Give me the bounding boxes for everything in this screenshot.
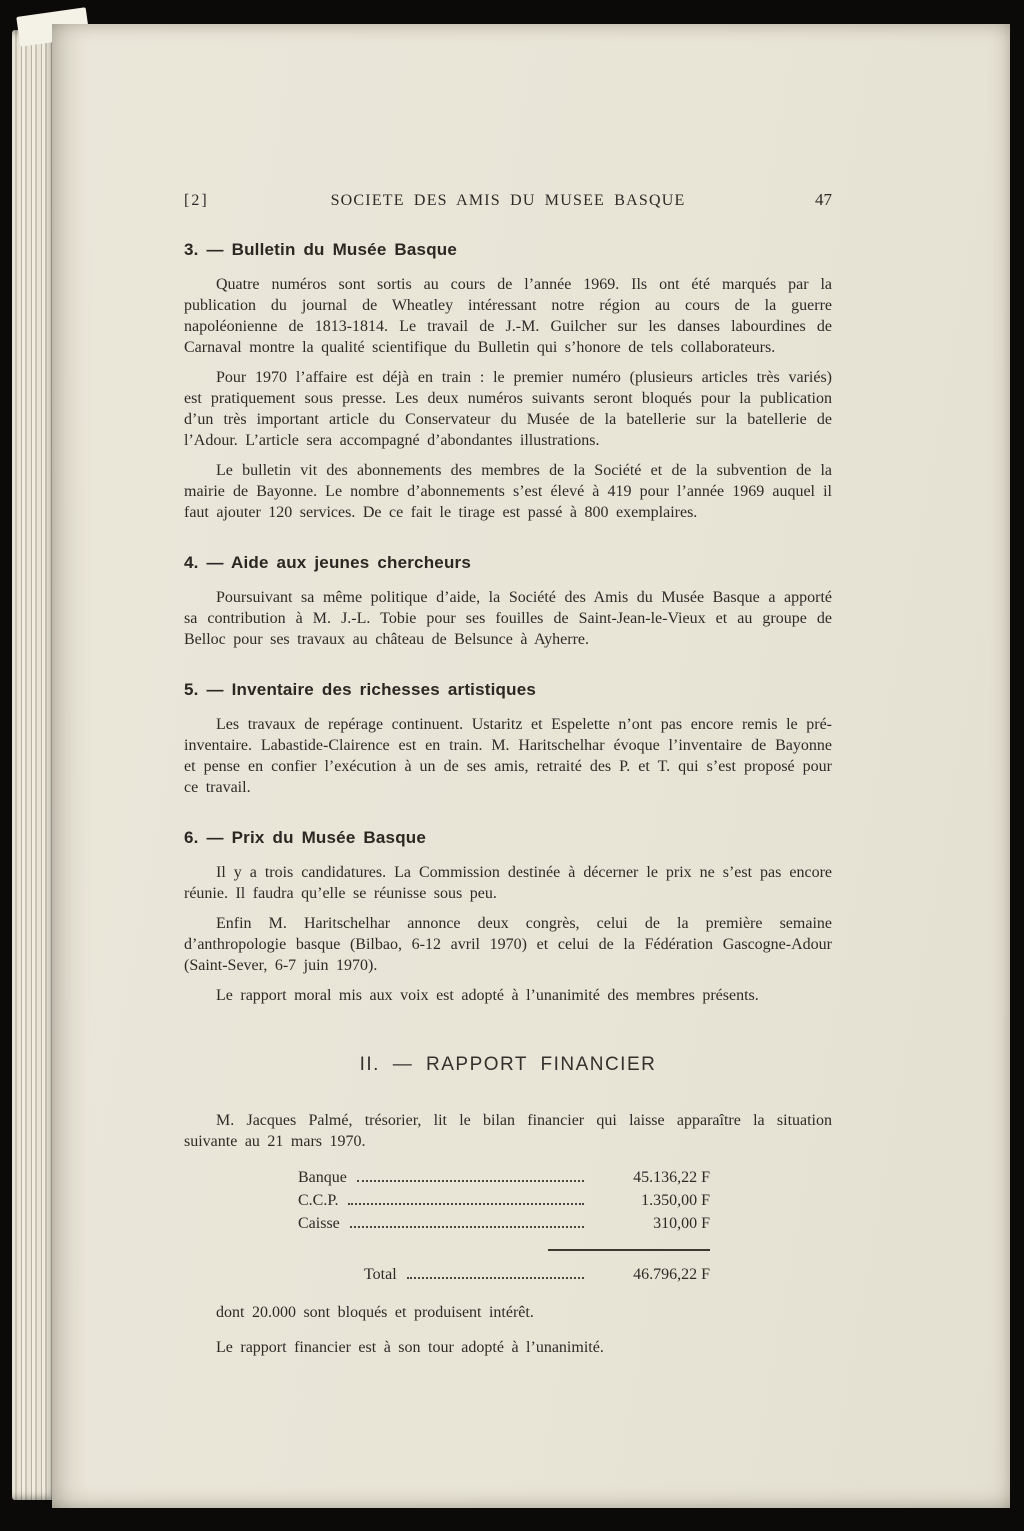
paragraph: Les travaux de repérage continuent. Ustaritz et Espelette n’ont pas encore remis le pré-inventaire. Labastide-Clairence est en train. M. Haritschelhar évoque l’inventaire de Bayonne et pense en confier l’exécution à un de ses amis, retraité des P. et T. qui s’est proposé pour ce travail. — [184, 716, 832, 796]
paragraph: Le bulletin vit des abonnements des membres de la Société et de la subvention de la mairie de Bayonne. Le nombre d’abonnements s’est élevé à 419 pour l’année 1969 auquel il faut ajouter 120 services. De ce fait le tirage est passé à 800 exemplaires. — [184, 462, 832, 521]
row-amount: 46.796,22 F — [633, 1266, 710, 1283]
row-amount: 1.350,00 F — [641, 1192, 710, 1209]
row-label: C.C.P. — [298, 1192, 339, 1209]
section-title: 4. — Aide aux jeunes chercheurs — [184, 553, 472, 572]
dot-leader — [357, 1167, 584, 1182]
section-title: 3. — Bulletin du Musée Basque — [184, 240, 458, 259]
paragraph: Il y a trois candidatures. La Commission destinée à décerner le prix ne s’est pas encore réunie. Il faudra qu’elle se réunisse sous peu. — [184, 864, 832, 902]
running-header — [184, 190, 832, 210]
section-inventaire — [184, 680, 832, 798]
paper-page — [52, 24, 1010, 1508]
section-bulletin — [184, 240, 832, 523]
financial-closing: Le rapport financier est à son tour adopté à l’unanimité. — [216, 1339, 604, 1356]
paragraph: Enfin M. Haritschelhar annonce deux congrès, celui de la première semaine d’anthropologie basque (Bilbao, 6-12 avril 1970) et celui de la Fédération Gascogne-Adour (Saint-Sever, 6-7 juin 1970). — [184, 915, 832, 974]
dot-leader — [350, 1213, 584, 1228]
table-row — [298, 1166, 710, 1189]
row-amount: 45.136,22 F — [633, 1169, 710, 1186]
running-title: SOCIETE DES AMIS DU MUSEE BASQUE — [330, 192, 686, 209]
paragraph: Quatre numéros sont sortis au cours de l’année 1969. Ils ont été marqués par la publication du journal de Wheatley intéressant notre région au cours de la guerre napoléonienne de 1813-1814. Le travail de J.-M. Guilcher sur les danses labourdines de Carnaval montre la qualité scientifique du Bulletin qui s’honore de tels collaborateurs. — [184, 276, 832, 356]
paragraph: M. Jacques Palmé, trésorier, lit le bilan financier qui laisse apparaître la situation suivante au 21 mars 1970. — [184, 1112, 832, 1150]
row-amount: 310,00 F — [653, 1215, 710, 1232]
row-label: Total — [364, 1266, 397, 1283]
financial-table — [298, 1166, 710, 1286]
page-content — [52, 24, 1010, 1508]
paragraph: Pour 1970 l’affaire est déjà en train : le premier numéro (plusieurs articles très variés) est pratiquement sous presse. Les deux numéros suivants seront bloqués pour la publication d’un très important article du Conservateur du Musée de la batellerie sur la batellerie de l’Adour. L’article sera accompagné d’abondantes illustrations. — [184, 369, 832, 449]
financial-note: dont 20.000 sont bloqués et produisent intérêt. — [216, 1304, 534, 1321]
row-label: Banque — [298, 1169, 347, 1186]
dot-leader — [407, 1264, 584, 1279]
table-row — [298, 1212, 710, 1235]
paragraph: Poursuivant sa même politique d’aide, la Société des Amis du Musée Basque a apporté sa contribution à M. J.-L. Tobie pour ses fouilles de Saint-Jean-le-Vieux et au groupe de Belloc pour ses travaux au château de Belsunce à Ayherre. — [184, 589, 832, 648]
financial-report-title: II. — RAPPORT FINANCIER — [359, 1054, 657, 1075]
gathering-mark: [2] — [184, 192, 209, 209]
section-aide-chercheurs — [184, 553, 832, 650]
table-total-row — [298, 1263, 710, 1286]
row-label: Caisse — [298, 1215, 340, 1232]
section-title: 5. — Inventaire des richesses artistiques — [184, 680, 537, 699]
total-rule — [548, 1249, 710, 1251]
paragraph: Le rapport moral mis aux voix est adopté à l’unanimité des membres présents. — [216, 987, 759, 1004]
section-rapport-financier — [184, 1054, 832, 1358]
table-row — [298, 1189, 710, 1212]
section-prix — [184, 828, 832, 1006]
page-number: 47 — [815, 190, 832, 209]
dot-leader — [348, 1190, 584, 1205]
section-title: 6. — Prix du Musée Basque — [184, 828, 427, 847]
